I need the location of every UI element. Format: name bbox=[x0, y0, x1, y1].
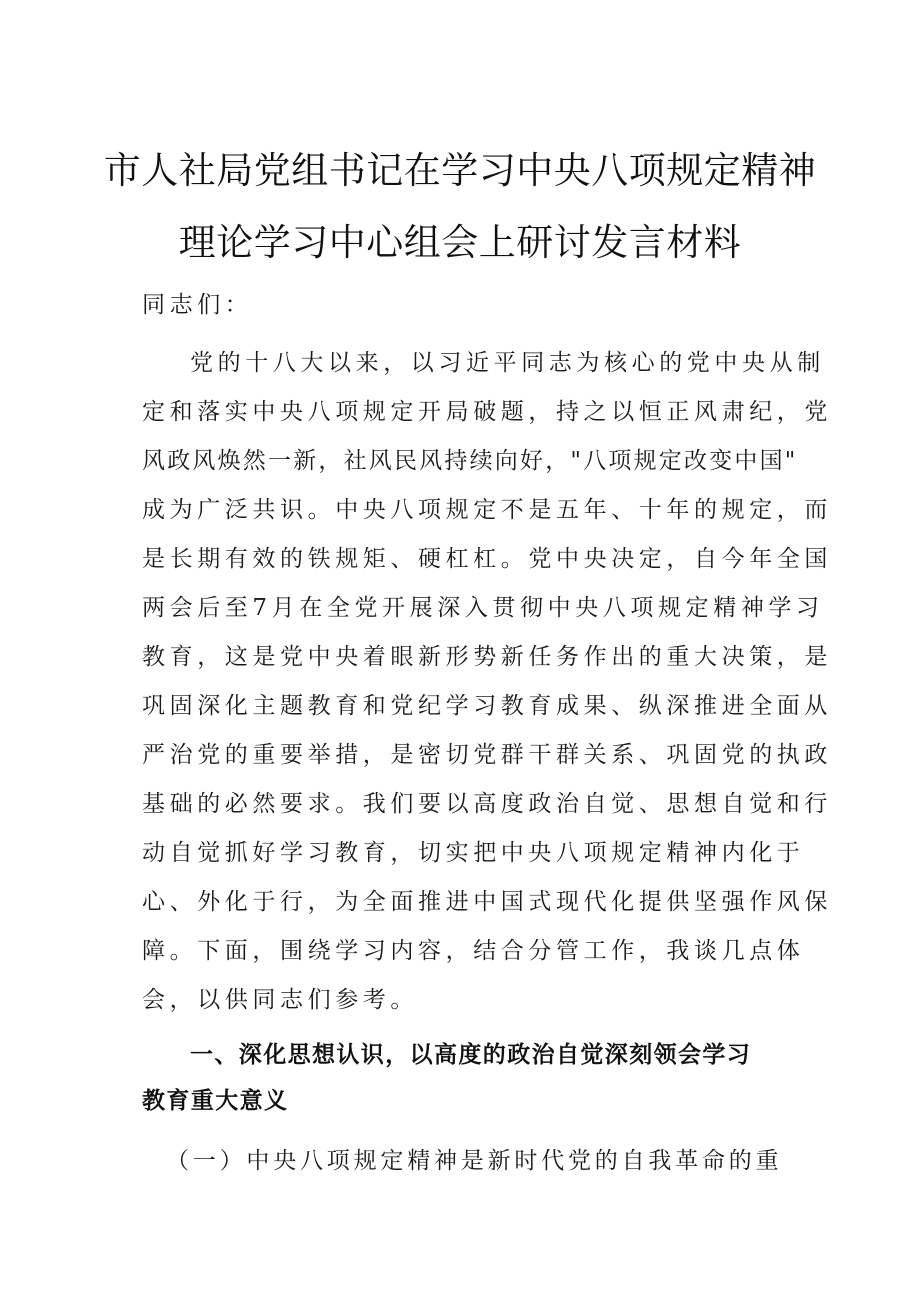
paragraph-line: 风政风焕然一新，社风民风持续向好，"八项规定改变中国" bbox=[142, 448, 798, 474]
paragraph-line: 障。下面，围绕学习内容，结合分管工作，我谈几点体 bbox=[142, 938, 805, 964]
paragraph-line: 严治党的重要举措，是密切党群干群关系、巩固党的执政 bbox=[142, 742, 832, 768]
paragraph-line: 是长期有效的铁规矩、硬杠杠。党中央决定，自今年全国 bbox=[142, 546, 832, 572]
salutation: 同志们： bbox=[142, 292, 253, 318]
paragraph-line: 成为广泛共识。中央八项规定不是五年、十年的规定，而 bbox=[142, 497, 832, 523]
document-title-line-2: 理论学习中心组会上研讨发言材料 bbox=[178, 221, 742, 264]
paragraph-line: 党的十八大以来，以习近平同志为核心的党中央从制 bbox=[190, 350, 825, 376]
subheading-line: （一）中央八项规定精神是新时代党的自我革命的重 bbox=[166, 1148, 783, 1174]
paragraph-line: 会，以供同志们参考。 bbox=[142, 987, 418, 1013]
paragraph-line: 定和落实中央八项规定开局破题，持之以恒正风肃纪，党 bbox=[142, 399, 832, 425]
section-heading-line-1: 一、深化思想认识，以高度的政治自觉深刻领会学习 bbox=[190, 1042, 752, 1068]
paragraph-line: 教育，这是党中央着眼新形势新任务作出的重大决策，是 bbox=[142, 644, 832, 670]
paragraph-line: 两会后至7月在全党开展深入贯彻中央八项规定精神学习 bbox=[142, 595, 824, 621]
document-title-line-1: 市人社局党组书记在学习中央八项规定精神 bbox=[103, 149, 817, 192]
paragraph-line: 巩固深化主题教育和党纪学习教育成果、纵深推进全面从 bbox=[142, 693, 832, 719]
paragraph-line: 基础的必然要求。我们要以高度政治自觉、思想自觉和行 bbox=[142, 791, 832, 817]
section-heading-line-2: 教育重大意义 bbox=[142, 1088, 289, 1114]
paragraph-line: 心、外化于行，为全面推进中国式现代化提供坚强作风保 bbox=[142, 889, 832, 915]
paragraph-line: 动自觉抓好学习教育，切实把中央八项规定精神内化于 bbox=[142, 840, 805, 866]
